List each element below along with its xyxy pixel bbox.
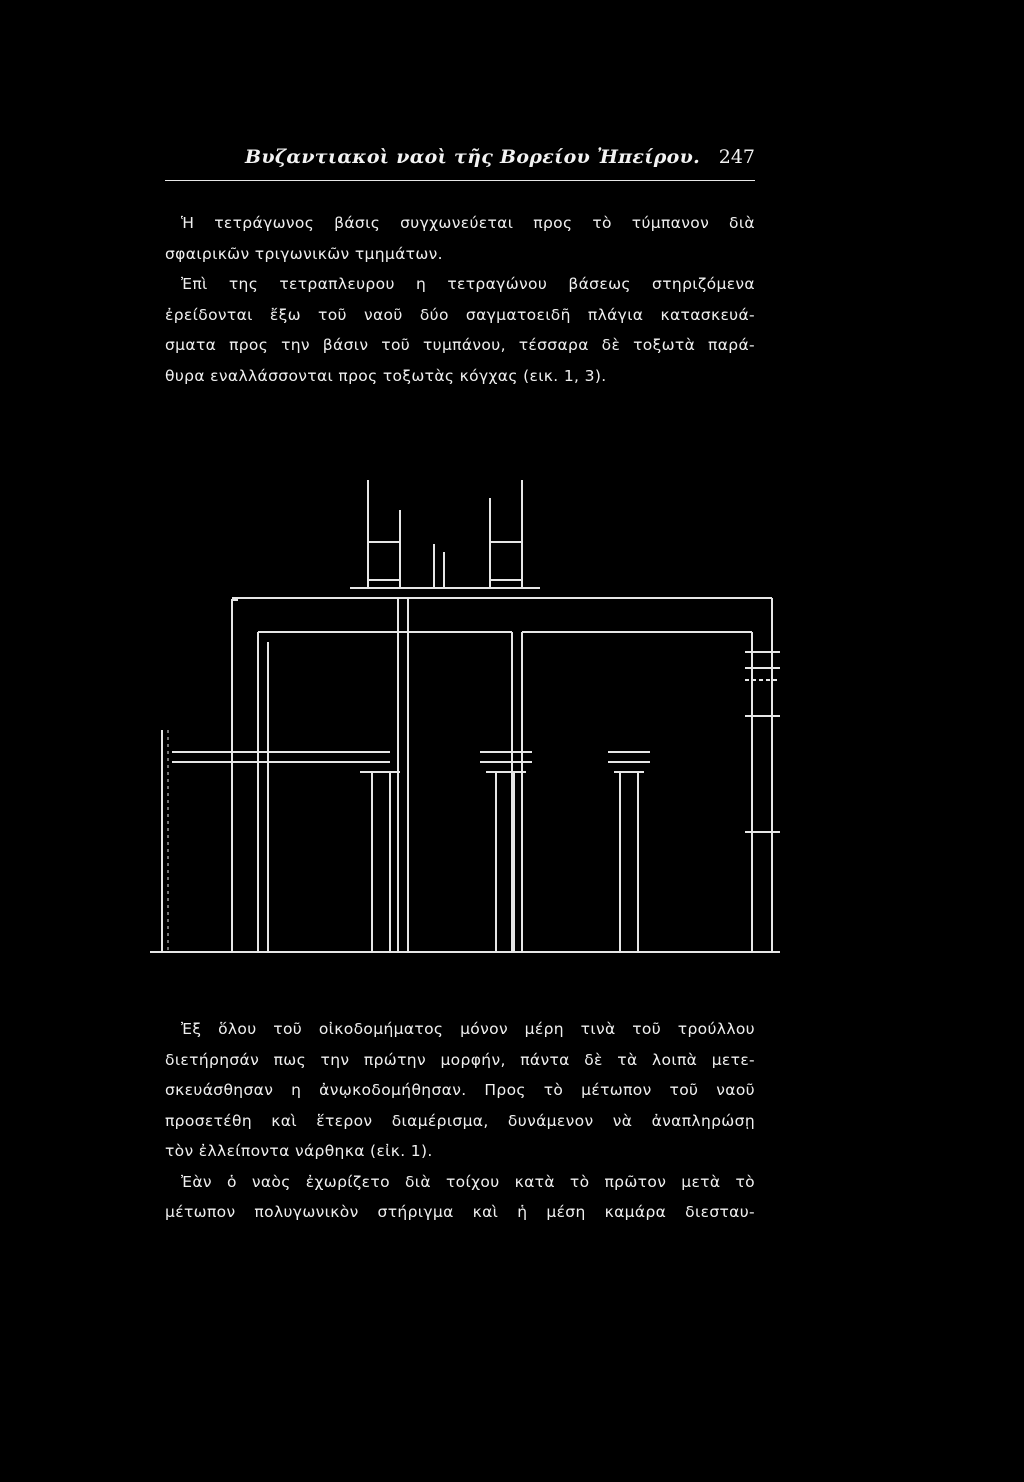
architectural-drawing-svg <box>150 480 790 960</box>
paragraph-2-line: ἐρείδονται ἔξω τοῦ ναοῦ δύο σαγματοειδῆ πλάγια κατασκευά- <box>165 305 755 324</box>
paragraph-4-line: Ἐὰν ὁ ναὸς ἐχωρίζετο διὰ τοίχου κατὰ τὸ πρῶτον μετὰ τὸ <box>181 1172 755 1191</box>
paragraph-1-line: Ἡ τετράγωνος βάσις συγχωνεύεται προς τὸ τύμπανον διὰ <box>181 214 755 232</box>
paragraph-3-line: προσετέθη καὶ ἕτερον διαμέρισμα, δυνάμενον νὰ ἀναπληρώσῃ <box>165 1111 755 1130</box>
running-head <box>165 146 755 178</box>
cornice-line <box>232 600 238 952</box>
paragraph-2-line: θυρα εναλλάσσονται προς τοξωτὰς κόγχας (εικ. 1, 3). <box>165 366 607 385</box>
paragraph-1-line: σφαιρικῶν τριγωνικῶν τμημάτων. <box>165 244 443 263</box>
paragraph-3-line: διετήρησάν πως την πρώτην μορφήν, πάντα δὲ τὰ λοιπὰ μετε- <box>165 1050 755 1069</box>
paragraph-4-line: μέτωπον πολυγωνικὸν στήριγμα καὶ ἡ μέση καμάρα διεσταυ- <box>165 1203 755 1221</box>
page-number: 247 <box>718 146 755 168</box>
header-rule <box>165 180 755 181</box>
text-block-bottom <box>165 1014 755 1228</box>
column <box>620 772 638 952</box>
column <box>372 772 390 952</box>
paragraph-2-line: σματα προς την βάσιν τοῦ τυμπάνου, τέσσαρα δὲ τοξωτὰ παρά- <box>165 336 755 354</box>
paragraph-2-line: Ἐπὶ της τετραπλευρου η τετραγώνου βάσεως στηριζόμενα <box>181 275 755 293</box>
text-block-top <box>165 208 755 391</box>
architectural-drawing <box>150 480 790 960</box>
paragraph-3-line: Ἐξ ὅλου τοῦ οἰκοδομήματος μόνον μέρη τινὰ τοῦ τρούλλου <box>181 1020 755 1038</box>
running-title: Βυζαντιακοὶ ναοὶ τῆς Βορείου Ἠπείρου. <box>245 146 701 168</box>
paragraph-3-line: τὸν ἐλλείποντα νάρθηκα (εἰκ. 1). <box>165 1142 433 1160</box>
paragraph-3-line: σκευάσθησαν η ἀνῳκοδομήθησαν. Προς τὸ μέτωπον τοῦ ναοῦ <box>165 1081 755 1099</box>
